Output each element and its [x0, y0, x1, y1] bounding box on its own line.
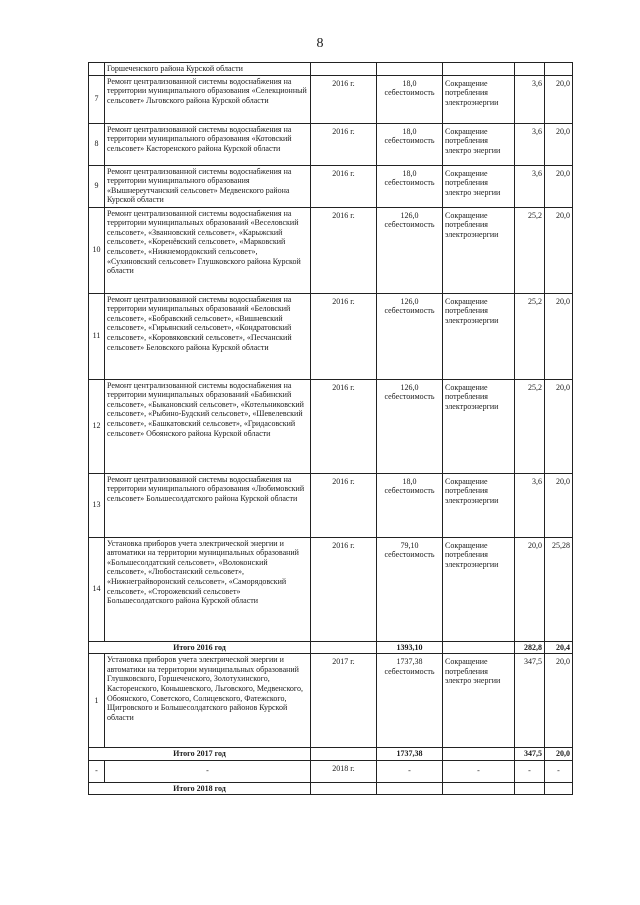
row-cost: 126,0 себестоимость	[377, 293, 443, 379]
total-label: Итого 2018 год	[89, 782, 311, 795]
row-value-1: -	[515, 760, 545, 782]
row-name: Ремонт централизованной системы водоснабжения на территории муниципального образования «Любимовский сельсовет» Большесолдатского района Курской области	[105, 473, 311, 537]
table-row	[89, 165, 573, 207]
total-value-1: 347,5	[515, 748, 545, 761]
total-row-2016	[89, 641, 573, 654]
table-row	[89, 654, 573, 748]
row-name: Ремонт централизованной системы водоснабжения на территории муниципального образования «Котовский сельсовет» Касторенского района Курской области	[105, 123, 311, 165]
row-goal: -	[443, 760, 515, 782]
row-goal: Сокращение потребления электро энергии	[443, 654, 515, 748]
row-value-1: 3,6	[515, 123, 545, 165]
row-goal: Сокращение потребления электро энергии	[443, 165, 515, 207]
row-value-2: 20,0	[545, 75, 573, 123]
row-value-2: 20,0	[545, 123, 573, 165]
row-value-1: 3,6	[515, 473, 545, 537]
page-number: 8	[316, 36, 324, 51]
row-value-1: 25,2	[515, 379, 545, 473]
row-value-2: -	[545, 760, 573, 782]
row-name: Горшеченского района Курской области	[105, 63, 311, 76]
row-name: Ремонт централизованной системы водоснабжения на территории муниципальных образований «Бабинский сельсовет», «Быкановский сельсовет», «Котельниковский сельсовет», «Рыбино-Будский сельсовет», «Шевелевский сельсовет», «Башкатовский сельсовет», «Гридасовский сельсовет» Обоянского района Курской области	[105, 379, 311, 473]
row-year: 2016 г.	[311, 537, 377, 641]
total-row-2018	[89, 782, 573, 795]
row-goal: Сокращение потребления электроэнергии	[443, 207, 515, 293]
total-row-2017	[89, 748, 573, 761]
row-num: 12	[89, 379, 105, 473]
row-value-1: 3,6	[515, 165, 545, 207]
row-name: -	[105, 760, 311, 782]
row-value-1: 3,6	[515, 75, 545, 123]
row-year: 2018 г.	[311, 760, 377, 782]
table-row	[89, 379, 573, 473]
table-row	[89, 293, 573, 379]
row-cost: 18,0 себестоимость	[377, 473, 443, 537]
row-name: Ремонт централизованной системы водоснабжения на территории муниципального образования «Вышнереутчанский сельсовет» Медвенского района Курской области	[105, 165, 311, 207]
row-cost: 1737,38 себестоимость	[377, 654, 443, 748]
row-year: 2016 г.	[311, 473, 377, 537]
row-value-2: 20,0	[545, 207, 573, 293]
row-value-1: 20,0	[515, 537, 545, 641]
row-goal: Сокращение потребления электроэнергии	[443, 379, 515, 473]
row-value-1: 25,2	[515, 293, 545, 379]
row-value-2: 25,28	[545, 537, 573, 641]
total-value-1: 282,8	[515, 641, 545, 654]
row-name: Ремонт централизованной системы водоснабжения на территории муниципальных образований «Беловский сельсовет», «Бобравский сельсовет», «Вишневский сельсовет», «Гирьянский сельсовет», «Кондратовский сельсовет», «Коровяковский сельсовет», «Песчанский сельсовет» Беловского района Курской области	[105, 293, 311, 379]
row-name: Ремонт централизованной системы водоснабжения на территории муниципального образования «Селекционный сельсовет» Льговского района Курской области	[105, 75, 311, 123]
total-cost: 1737,38	[377, 748, 443, 761]
row-value-2: 20,0	[545, 654, 573, 748]
program-table	[88, 62, 573, 795]
row-value-2: 20,0	[545, 379, 573, 473]
row-num: 8	[89, 123, 105, 165]
row-value-1: 25,2	[515, 207, 545, 293]
row-year: 2016 г.	[311, 123, 377, 165]
row-cost: 79,10 себестоимость	[377, 537, 443, 641]
total-label: Итого 2016 год	[89, 641, 311, 654]
row-num: 7	[89, 75, 105, 123]
row-value-2: 20,0	[545, 473, 573, 537]
table-row	[89, 473, 573, 537]
row-value-2: 20,0	[545, 293, 573, 379]
row-goal: Сокращение потребления электроэнергии	[443, 293, 515, 379]
row-cost: 18,0 себестоимость	[377, 75, 443, 123]
row-num: -	[89, 760, 105, 782]
row-num: 10	[89, 207, 105, 293]
row-year: 2017 г.	[311, 654, 377, 748]
row-cost: -	[377, 760, 443, 782]
table-row	[89, 537, 573, 641]
row-num: 1	[89, 654, 105, 748]
row-name: Установка приборов учета электрической энергии и автоматики на территории муниципальных образований Глушковского, Горшеченского, Золотухинского, Касторенского, Конышевского, Льговского, Медвенского, Обоянского, Советского, Солнцевского, Фатежского, Щигровского и Большесолдатского районов Курской области	[105, 654, 311, 748]
row-goal: Сокращение потребления электро энергии	[443, 123, 515, 165]
row-goal: Сокращение потребления электроэнергии	[443, 75, 515, 123]
row-year: 2016 г.	[311, 165, 377, 207]
row-name: Установка приборов учета электрической энергии и автоматики на территории муниципальных образований «Большесолдатский сельсовет», «Волоконский сельсовет», «Любостанский сельсовет», «Нижнеграйворонский сельсовет», «Саморядовский сельсовет», «Сторожевский сельсовет» Большесолдатского района Курской области	[105, 537, 311, 641]
row-year: 2016 г.	[311, 207, 377, 293]
table-row	[89, 207, 573, 293]
row-goal: Сокращение потребления электроэнергии	[443, 537, 515, 641]
row-value-2: 20,0	[545, 165, 573, 207]
row-cost: 126,0 себестоимость	[377, 379, 443, 473]
total-value-2: 20,4	[545, 641, 573, 654]
total-value-2: 20,0	[545, 748, 573, 761]
row-value-1: 347,5	[515, 654, 545, 748]
total-cost: 1393,10	[377, 641, 443, 654]
row-year: 2016 г.	[311, 293, 377, 379]
row-name: Ремонт централизованной системы водоснабжения на территории муниципальных образований «Веселовский сельсовет», «Званновский сельсовет», «Карыжский сельсовет», «Коренёвский сельсовет», «Марковский сельсовет», «Нижнемордокский сельсовет», «Сухиновский сельсовет» Глушковского района Курской области	[105, 207, 311, 293]
row-year: 2016 г.	[311, 379, 377, 473]
row-cost: 126,0 себестоимость	[377, 207, 443, 293]
row-cost: 18,0 себестоимость	[377, 165, 443, 207]
row-num: 11	[89, 293, 105, 379]
row-num: 13	[89, 473, 105, 537]
row-num: 9	[89, 165, 105, 207]
table-row	[89, 75, 573, 123]
row-goal: Сокращение потребления электроэнергии	[443, 473, 515, 537]
row-num: 14	[89, 537, 105, 641]
table-row	[89, 760, 573, 782]
table-row	[89, 123, 573, 165]
row-year: 2016 г.	[311, 75, 377, 123]
row-cost: 18,0 себестоимость	[377, 123, 443, 165]
total-label: Итого 2017 год	[89, 748, 311, 761]
table-row	[89, 63, 573, 76]
